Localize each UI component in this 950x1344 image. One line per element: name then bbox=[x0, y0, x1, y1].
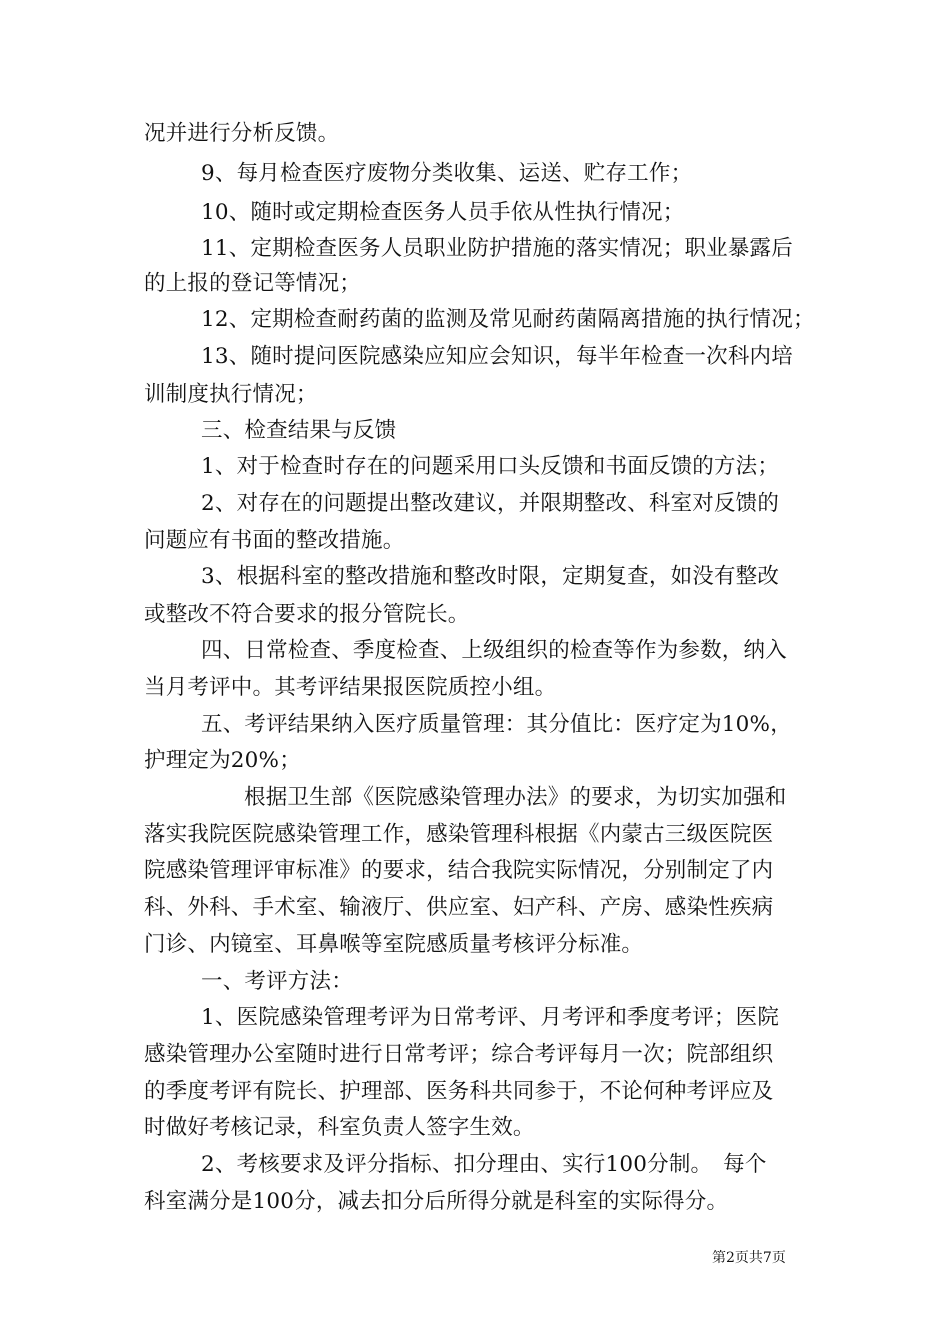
text-line: 时做好考核记录，科室负责人签字生效。 bbox=[144, 1115, 535, 1140]
text-line: 9、每月检查医疗废物分类收集、运送、贮存工作； bbox=[201, 161, 693, 186]
text-line: 1、医院感染管理考评为日常考评、月考评和季度考评；医院 bbox=[201, 1005, 780, 1030]
text-line: 或整改不符合要求的报分管院长。 bbox=[144, 602, 470, 627]
text-line: 科、外科、手术室、输液厅、供应室、妇产科、产房、感染性疾病 bbox=[144, 895, 774, 920]
text-line: 11、定期检查医务人员职业防护措施的落实情况；职业暴露后 bbox=[201, 236, 793, 261]
text-line: 问题应有书面的整改措施。 bbox=[144, 528, 405, 553]
text-line: 训制度执行情况； bbox=[144, 382, 318, 407]
text-line: 3、根据科室的整改措施和整改时限，定期复查，如没有整改 bbox=[201, 564, 780, 589]
text-line: 院感染管理评审标准》的要求，结合我院实际情况，分别制定了内 bbox=[144, 858, 774, 883]
text-line: 五、考评结果纳入医疗质量管理：其分值比：医疗定为10%， bbox=[201, 712, 792, 737]
text-line: 况并进行分析反馈。 bbox=[144, 121, 340, 146]
text-line: 10、随时或定期检查医务人员手依从性执行情况； bbox=[201, 200, 685, 225]
text-line: 门诊、内镜室、耳鼻喉等室院感质量考核评分标准。 bbox=[144, 932, 644, 957]
text-line: 当月考评中。其考评结果报医院质控小组。 bbox=[144, 675, 557, 700]
text-line: 的季度考评有院长、护理部、医务科共同参于，不论何种考评应及 bbox=[144, 1079, 774, 1104]
text-line: 2、考核要求及评分指标、扣分理由、实行100分制。 每个 bbox=[201, 1152, 767, 1177]
text-line: 1、对于检查时存在的问题采用口头反馈和书面反馈的方法； bbox=[201, 454, 780, 479]
text-line: 的上报的登记等情况； bbox=[144, 271, 362, 296]
page-number: 第2页共7页 bbox=[712, 1250, 786, 1266]
text-line: 根据卫生部《医院感染管理办法》的要求，为切实加强和 bbox=[244, 785, 787, 810]
text-line: 四、日常检查、季度检查、上级组织的检查等作为参数，纳入 bbox=[201, 638, 787, 663]
text-line: 13、随时提问医院感染应知应会知识，每半年检查一次科内培 bbox=[201, 344, 793, 369]
text-line: 科室满分是100分，减去扣分后所得分就是科室的实际得分。 bbox=[144, 1189, 729, 1214]
text-line: 护理定为20%； bbox=[144, 748, 301, 773]
text-line: 2、对存在的问题提出整改建议，并限期整改、科室对反馈的 bbox=[201, 491, 780, 516]
text-line: 感染管理办公室随时进行日常考评；综合考评每月一次；院部组织 bbox=[144, 1042, 774, 1067]
section-heading: 三、检查结果与反馈 bbox=[201, 418, 397, 443]
section-heading: 一、考评方法： bbox=[201, 969, 353, 994]
text-line: 12、定期检查耐药菌的监测及常见耐药菌隔离措施的执行情况； bbox=[201, 307, 815, 332]
text-line: 落实我院医院感染管理工作，感染管理科根据《内蒙古三级医院医 bbox=[144, 822, 774, 847]
